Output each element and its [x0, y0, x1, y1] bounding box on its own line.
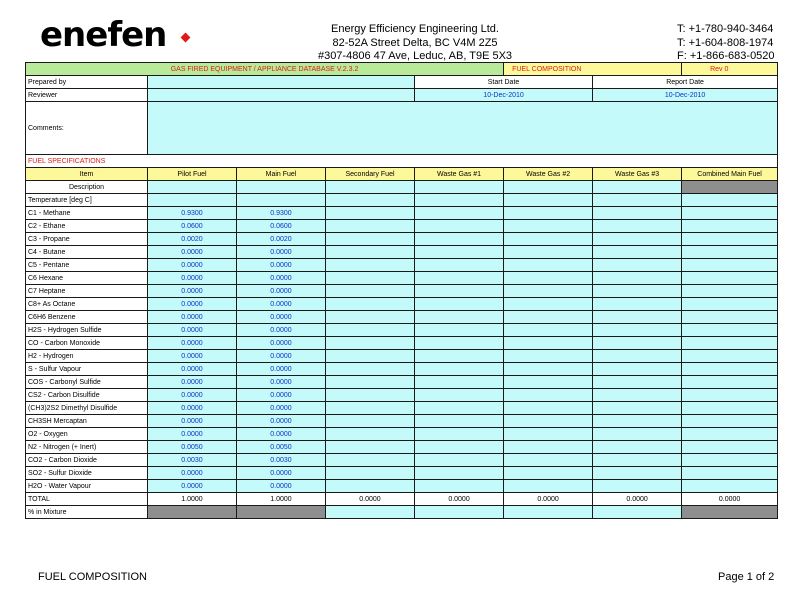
mixture-cell	[237, 506, 326, 519]
fuel-cell[interactable]	[415, 207, 504, 220]
table-row	[26, 259, 778, 272]
combined-fuel-cell	[682, 272, 778, 285]
main-fuel-cell[interactable]: 0.0000	[237, 324, 326, 337]
main-fuel-cell[interactable]: 0.0600	[237, 220, 326, 233]
fuel-cell[interactable]	[593, 415, 682, 428]
component-label: C2 - Ethane	[26, 220, 148, 233]
table-row	[26, 376, 778, 389]
pilot-fuel-cell[interactable]: 0.0000	[148, 415, 237, 428]
fuel-cell[interactable]	[415, 467, 504, 480]
footer-title: FUEL COMPOSITION	[38, 571, 147, 583]
pilot-fuel-cell[interactable]: 0.0000	[148, 311, 237, 324]
combined-fuel-cell	[682, 467, 778, 480]
component-label: C4 - Butane	[26, 246, 148, 259]
description-cell[interactable]	[593, 181, 682, 194]
description-cell[interactable]	[504, 181, 593, 194]
fuel-cell[interactable]	[326, 350, 415, 363]
description-cell[interactable]	[415, 181, 504, 194]
pilot-fuel-cell[interactable]: 0.0030	[148, 454, 237, 467]
component-label: C7 Heptane	[26, 285, 148, 298]
fuel-cell[interactable]	[504, 389, 593, 402]
temperature-cell[interactable]	[504, 194, 593, 207]
fuel-cell[interactable]	[593, 376, 682, 389]
pilot-fuel-cell[interactable]: 0.0000	[148, 402, 237, 415]
fuel-cell[interactable]	[504, 285, 593, 298]
combined-fuel-cell	[682, 285, 778, 298]
fuel-cell[interactable]	[415, 376, 504, 389]
comments-label: Comments:	[26, 102, 148, 155]
combined-fuel-cell	[682, 207, 778, 220]
pilot-fuel-cell[interactable]: 0.0000	[148, 324, 237, 337]
fuel-cell[interactable]	[504, 220, 593, 233]
comments-field[interactable]	[148, 102, 778, 155]
component-label: H2 - Hydrogen	[26, 350, 148, 363]
component-label: CO - Carbon Monoxide	[26, 337, 148, 350]
combined-fuel-cell	[682, 428, 778, 441]
description-cell[interactable]	[326, 181, 415, 194]
fuel-cell[interactable]	[593, 350, 682, 363]
fuel-cell[interactable]	[326, 337, 415, 350]
company-address-line2: #307-4806 47 Ave, Leduc, AB, T9E 5X3	[317, 50, 513, 62]
fuel-cell[interactable]	[593, 246, 682, 259]
contact-info	[677, 23, 775, 64]
fuel-cell[interactable]	[415, 285, 504, 298]
table-row	[26, 285, 778, 298]
fuel-cell[interactable]	[415, 402, 504, 415]
table-row	[26, 428, 778, 441]
fuel-cell[interactable]	[326, 480, 415, 493]
fuel-cell[interactable]	[415, 480, 504, 493]
component-label: CH3SH Mercaptan	[26, 415, 148, 428]
temperature-cell[interactable]	[237, 194, 326, 207]
pilot-fuel-cell[interactable]: 0.0020	[148, 233, 237, 246]
temperature-cell[interactable]	[593, 194, 682, 207]
main-fuel-cell[interactable]: 0.9300	[237, 207, 326, 220]
fuel-cell[interactable]	[415, 246, 504, 259]
main-fuel-cell[interactable]: 0.0000	[237, 298, 326, 311]
combined-fuel-cell	[682, 454, 778, 467]
database-title: GAS FIRED EQUIPMENT / APPLIANCE DATABASE V.2.3.2	[26, 63, 504, 76]
fuel-cell[interactable]	[415, 363, 504, 376]
combined-fuel-cell	[682, 389, 778, 402]
pilot-fuel-cell[interactable]: 0.0000	[148, 350, 237, 363]
fuel-cell[interactable]	[326, 207, 415, 220]
fuel-cell[interactable]	[415, 337, 504, 350]
combined-fuel-cell	[682, 376, 778, 389]
table-row	[26, 467, 778, 480]
column-header: Waste Gas #2	[504, 168, 593, 181]
fuel-cell[interactable]	[593, 363, 682, 376]
fuel-cell[interactable]	[593, 480, 682, 493]
company-address	[310, 23, 520, 64]
fuel-cell[interactable]	[593, 298, 682, 311]
description-cell[interactable]	[148, 181, 237, 194]
fuel-cell[interactable]	[504, 454, 593, 467]
fuel-cell[interactable]	[504, 363, 593, 376]
total-label: TOTAL	[26, 493, 148, 506]
main-fuel-cell[interactable]: 0.0000	[237, 246, 326, 259]
page-number: Page 1 of 2	[718, 571, 775, 583]
fuel-cell[interactable]	[415, 233, 504, 246]
table-row	[26, 246, 778, 259]
fuel-cell[interactable]	[326, 324, 415, 337]
table-row	[26, 415, 778, 428]
phone-2: T: +1-604-808-1974	[677, 36, 774, 49]
fuel-cell[interactable]	[504, 311, 593, 324]
component-label: H2O - Water Vapour	[26, 480, 148, 493]
total-cell: 1.0000	[237, 493, 326, 506]
fuel-cell[interactable]	[326, 220, 415, 233]
pilot-fuel-cell[interactable]: 0.0000	[148, 272, 237, 285]
pilot-fuel-cell[interactable]: 0.0000	[148, 298, 237, 311]
table-row	[26, 337, 778, 350]
fuel-cell[interactable]	[593, 220, 682, 233]
total-cell: 0.0000	[682, 493, 778, 506]
combined-fuel-cell	[682, 363, 778, 376]
combined-fuel-cell	[682, 337, 778, 350]
pilot-fuel-cell[interactable]: 0.0000	[148, 428, 237, 441]
fuel-cell[interactable]	[593, 324, 682, 337]
component-label: COS - Carbonyl Sulfide	[26, 376, 148, 389]
combined-fuel-cell	[682, 415, 778, 428]
fuel-cell[interactable]	[593, 454, 682, 467]
fuel-cell[interactable]	[326, 311, 415, 324]
table-row	[26, 324, 778, 337]
table-row	[26, 207, 778, 220]
fuel-cell[interactable]	[326, 441, 415, 454]
main-fuel-cell[interactable]: 0.0000	[237, 428, 326, 441]
combined-fuel-cell	[682, 441, 778, 454]
combined-fuel-cell	[682, 480, 778, 493]
fuel-cell[interactable]	[593, 337, 682, 350]
fuel-cell[interactable]	[593, 311, 682, 324]
temperature-cell[interactable]	[148, 194, 237, 207]
fuel-cell[interactable]	[326, 454, 415, 467]
fuel-cell[interactable]	[415, 324, 504, 337]
fuel-cell[interactable]	[504, 298, 593, 311]
pilot-fuel-cell[interactable]: 0.9300	[148, 207, 237, 220]
fuel-cell[interactable]	[326, 363, 415, 376]
fuel-cell[interactable]	[415, 350, 504, 363]
fuel-cell[interactable]	[326, 233, 415, 246]
table-row	[26, 272, 778, 285]
table-row	[26, 402, 778, 415]
main-fuel-cell[interactable]: 0.0000	[237, 272, 326, 285]
enefen-logo: enefen	[40, 15, 167, 55]
column-header: Item	[26, 168, 148, 181]
fuel-specifications-heading: FUEL SPECIFICATIONS	[26, 155, 778, 168]
table-row	[26, 441, 778, 454]
main-fuel-cell[interactable]: 0.0000	[237, 259, 326, 272]
description-label: Description	[26, 181, 148, 194]
component-label: SO2 - Sulfur Dioxide	[26, 467, 148, 480]
fuel-cell[interactable]	[593, 441, 682, 454]
combined-fuel-cell	[682, 220, 778, 233]
main-fuel-cell[interactable]: 0.0000	[237, 415, 326, 428]
fuel-cell[interactable]	[593, 402, 682, 415]
pilot-fuel-cell[interactable]: 0.0000	[148, 467, 237, 480]
fuel-cell[interactable]	[326, 285, 415, 298]
temperature-cell[interactable]	[326, 194, 415, 207]
main-fuel-cell[interactable]: 0.0000	[237, 376, 326, 389]
fuel-cell[interactable]	[593, 259, 682, 272]
pilot-fuel-cell[interactable]: 0.0600	[148, 220, 237, 233]
fuel-cell[interactable]	[415, 298, 504, 311]
total-cell: 0.0000	[415, 493, 504, 506]
fuel-cell[interactable]	[415, 415, 504, 428]
table-row	[26, 298, 778, 311]
combined-fuel-cell	[682, 298, 778, 311]
table-row	[26, 233, 778, 246]
mixture-cell[interactable]	[415, 506, 504, 519]
fax: F: +1-866-683-0520	[677, 50, 775, 62]
main-fuel-cell[interactable]: 0.0000	[237, 311, 326, 324]
component-label: C8+ As Octane	[26, 298, 148, 311]
fuel-cell[interactable]	[415, 220, 504, 233]
main-fuel-cell[interactable]: 0.0000	[237, 350, 326, 363]
fuel-cell[interactable]	[415, 454, 504, 467]
fuel-cell[interactable]	[504, 246, 593, 259]
main-fuel-cell[interactable]: 0.0000	[237, 363, 326, 376]
component-label: (CH3)2S2 Dimethyl Disulfide	[26, 402, 148, 415]
temperature-cell[interactable]	[415, 194, 504, 207]
reviewer-label: Reviewer	[26, 89, 148, 102]
mixture-row	[26, 506, 778, 519]
fuel-cell[interactable]	[504, 376, 593, 389]
main-fuel-cell[interactable]: 0.0000	[237, 337, 326, 350]
column-header: Combined Main Fuel	[682, 168, 778, 181]
pilot-fuel-cell[interactable]: 0.0000	[148, 389, 237, 402]
fuel-cell[interactable]	[593, 467, 682, 480]
fuel-cell[interactable]	[593, 233, 682, 246]
main-fuel-cell[interactable]: 0.0020	[237, 233, 326, 246]
pilot-fuel-cell[interactable]: 0.0050	[148, 441, 237, 454]
fuel-cell[interactable]	[504, 415, 593, 428]
temperature-cell	[682, 194, 778, 207]
pilot-fuel-cell[interactable]: 0.0000	[148, 337, 237, 350]
total-cell: 0.0000	[593, 493, 682, 506]
combined-fuel-cell	[682, 324, 778, 337]
pilot-fuel-cell[interactable]: 0.0000	[148, 376, 237, 389]
temperature-label: Temperature [deg C]	[26, 194, 148, 207]
fuel-cell[interactable]	[593, 207, 682, 220]
mixture-cell[interactable]	[504, 506, 593, 519]
component-label: C6 Hexane	[26, 272, 148, 285]
total-row	[26, 493, 778, 506]
table-row	[26, 480, 778, 493]
company-name: Energy Efficiency Engineering Ltd.	[331, 23, 499, 35]
table-row	[26, 220, 778, 233]
mixture-cell	[682, 506, 778, 519]
component-label: CO2 - Carbon Dioxide	[26, 454, 148, 467]
prepared-by-field[interactable]	[148, 76, 415, 89]
fuel-cell[interactable]	[326, 246, 415, 259]
combined-fuel-cell	[682, 246, 778, 259]
fuel-cell[interactable]	[504, 402, 593, 415]
component-label: C3 - Propane	[26, 233, 148, 246]
composition-rows	[26, 207, 778, 493]
report-date-label: Report Date	[593, 76, 778, 89]
fuel-cell[interactable]	[504, 337, 593, 350]
main-fuel-cell[interactable]: 0.0000	[237, 467, 326, 480]
main-fuel-cell[interactable]: 0.0030	[237, 454, 326, 467]
main-fuel-cell[interactable]: 0.0000	[237, 285, 326, 298]
fuel-cell[interactable]	[326, 467, 415, 480]
description-cell	[682, 181, 778, 194]
fuel-cell[interactable]	[415, 389, 504, 402]
table-row	[26, 350, 778, 363]
column-header: Waste Gas #3	[593, 168, 682, 181]
mixture-cell[interactable]	[593, 506, 682, 519]
description-row	[26, 181, 778, 194]
page-header	[0, 0, 800, 62]
pilot-fuel-cell[interactable]: 0.0000	[148, 246, 237, 259]
fuel-cell[interactable]	[504, 272, 593, 285]
combined-fuel-cell	[682, 259, 778, 272]
combined-fuel-cell	[682, 233, 778, 246]
fuel-cell[interactable]	[326, 376, 415, 389]
combined-fuel-cell	[682, 311, 778, 324]
main-fuel-cell[interactable]: 0.0000	[237, 389, 326, 402]
temperature-row	[26, 194, 778, 207]
fuel-cell[interactable]	[593, 285, 682, 298]
component-label: C6H6 Benzene	[26, 311, 148, 324]
total-cell: 0.0000	[326, 493, 415, 506]
column-header: Main Fuel	[237, 168, 326, 181]
fuel-cell[interactable]	[415, 441, 504, 454]
total-cell: 0.0000	[504, 493, 593, 506]
fuel-cell[interactable]	[593, 272, 682, 285]
mixture-cell	[148, 506, 237, 519]
component-label: C5 - Pentane	[26, 259, 148, 272]
component-label: C1 - Methane	[26, 207, 148, 220]
fuel-cell[interactable]	[504, 324, 593, 337]
fuel-cell[interactable]	[326, 389, 415, 402]
column-header: Secondary Fuel	[326, 168, 415, 181]
table-row	[26, 363, 778, 376]
fuel-composition-sheet	[25, 62, 778, 519]
fuel-cell[interactable]	[326, 428, 415, 441]
component-label: CS2 - Carbon Disulfide	[26, 389, 148, 402]
start-date-field[interactable]: 10-Dec-2010	[415, 89, 593, 102]
component-label: S - Sulfur Vapour	[26, 363, 148, 376]
fuel-cell[interactable]	[504, 259, 593, 272]
fuel-cell[interactable]	[326, 402, 415, 415]
fuel-cell[interactable]	[326, 415, 415, 428]
fuel-cell[interactable]	[593, 389, 682, 402]
fuel-cell[interactable]	[504, 428, 593, 441]
company-address-line1: 82-52A Street Delta, BC V4M 2Z5	[332, 36, 498, 49]
fuel-cell[interactable]	[504, 207, 593, 220]
fuel-cell[interactable]	[504, 233, 593, 246]
fuel-cell[interactable]	[504, 467, 593, 480]
component-label: N2 - Nitrogen (+ Inert)	[26, 441, 148, 454]
fuel-cell[interactable]	[504, 480, 593, 493]
main-fuel-cell[interactable]: 0.0000	[237, 480, 326, 493]
table-row	[26, 389, 778, 402]
logo-star-icon	[181, 33, 191, 43]
component-label: H2S - Hydrogen Sulfide	[26, 324, 148, 337]
revision: Rev 0	[682, 63, 778, 76]
main-fuel-cell[interactable]: 0.0000	[237, 402, 326, 415]
column-header: Waste Gas #1	[415, 168, 504, 181]
pilot-fuel-cell[interactable]: 0.0000	[148, 285, 237, 298]
mixture-cell[interactable]	[326, 506, 415, 519]
description-cell[interactable]	[237, 181, 326, 194]
table-row	[26, 454, 778, 467]
phone-1: T: +1-780-940-3464	[677, 23, 774, 35]
pilot-fuel-cell[interactable]: 0.0000	[148, 259, 237, 272]
main-fuel-cell[interactable]: 0.0050	[237, 441, 326, 454]
mixture-label: % in Mixture	[26, 506, 148, 519]
fuel-cell[interactable]	[415, 428, 504, 441]
fuel-cell[interactable]	[326, 272, 415, 285]
prepared-by-label: Prepared by	[26, 76, 148, 89]
fuel-cell[interactable]	[504, 350, 593, 363]
reviewer-field[interactable]	[148, 89, 415, 102]
fuel-cell[interactable]	[415, 272, 504, 285]
report-date-field[interactable]: 10-Dec-2010	[593, 89, 778, 102]
fuel-cell[interactable]	[593, 428, 682, 441]
combined-fuel-cell	[682, 402, 778, 415]
table-row	[26, 311, 778, 324]
start-date-label: Start Date	[415, 76, 593, 89]
column-header: Pilot Fuel	[148, 168, 237, 181]
section-title: FUEL COMPOSITION	[504, 63, 682, 76]
pilot-fuel-cell[interactable]: 0.0000	[148, 480, 237, 493]
fuel-cell[interactable]	[415, 311, 504, 324]
fuel-cell[interactable]	[326, 298, 415, 311]
total-cell: 1.0000	[148, 493, 237, 506]
fuel-cell[interactable]	[326, 259, 415, 272]
pilot-fuel-cell[interactable]: 0.0000	[148, 363, 237, 376]
fuel-cell[interactable]	[415, 259, 504, 272]
component-label: O2 - Oxygen	[26, 428, 148, 441]
column-header-row	[26, 168, 778, 181]
combined-fuel-cell	[682, 350, 778, 363]
fuel-cell[interactable]	[504, 441, 593, 454]
